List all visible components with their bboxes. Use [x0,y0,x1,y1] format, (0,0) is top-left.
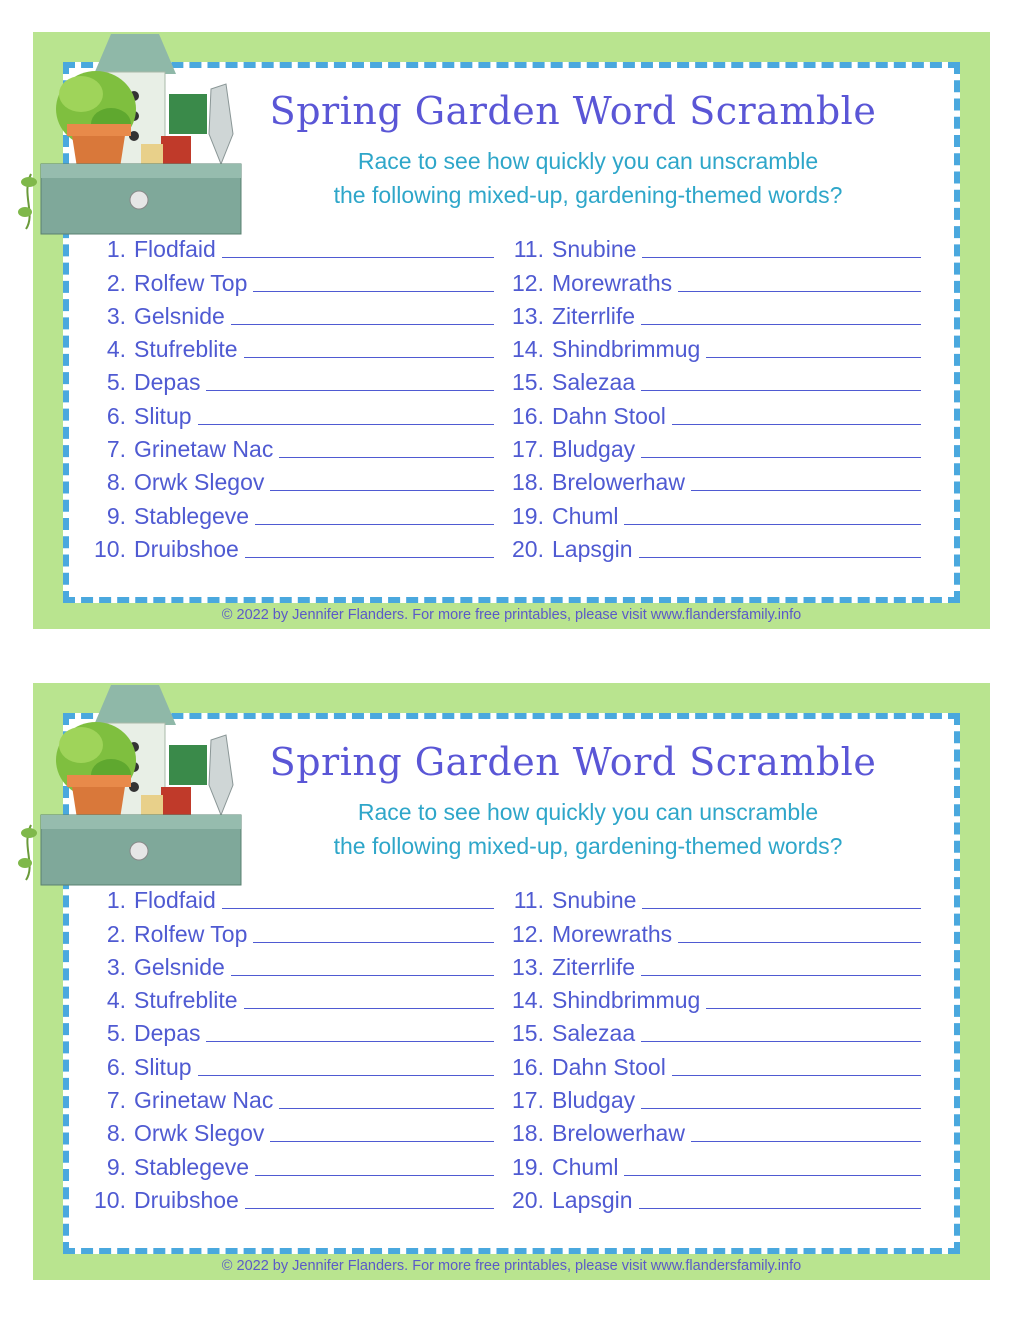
answer-line[interactable] [244,1008,494,1009]
answer-line[interactable] [255,524,494,525]
scrambled-word: Orwk Slegov [134,1120,265,1147]
item-number: 7. [106,1087,126,1114]
word-row [499,396,921,429]
word-row [81,1181,494,1214]
scrambled-word: Lapsgin [552,535,633,562]
item-number: 7. [106,436,126,463]
answer-line[interactable] [706,1008,921,1009]
item-number: 1. [106,236,126,263]
item-number: 5. [106,369,126,396]
answer-line[interactable] [624,524,921,525]
answer-line[interactable] [641,1041,921,1042]
scrambled-word: Grinetaw Nac [134,1087,274,1114]
answer-line[interactable] [691,1141,921,1142]
item-number: 2. [106,269,126,296]
scrambled-word: Snubine [552,887,637,914]
scrambled-word: Chuml [552,1153,619,1180]
item-number: 14. [512,987,544,1014]
word-row [81,1081,494,1114]
item-number: 16. [512,1053,544,1080]
answer-line[interactable] [691,490,921,491]
answer-line[interactable] [222,257,494,258]
answer-line[interactable] [245,557,494,558]
word-row [81,396,494,429]
subtitle-line-1: Race to see how quickly you can unscramble [357,799,819,825]
item-number: 20. [512,1186,544,1213]
item-number: 20. [512,535,544,562]
item-number: 2. [106,920,126,947]
item-number: 15. [512,1020,544,1047]
item-number: 9. [106,1153,126,1180]
scrambled-word: Salezaa [552,1020,636,1047]
word-row [499,363,921,396]
word-row [499,263,921,296]
answer-line[interactable] [198,424,494,425]
answer-line[interactable] [279,457,494,458]
copyright-footer: © 2022 by Jennifer Flanders. For more free printables, please visit www.flandersfamily.info [221,1258,802,1274]
item-number: 8. [106,469,126,496]
word-row [499,981,921,1014]
scrambled-word: Bludgay [552,1087,636,1114]
scrambled-word: Gelsnide [134,302,225,329]
scrambled-word: Orwk Slegov [134,469,265,496]
answer-line[interactable] [279,1108,494,1109]
answer-line[interactable] [198,1075,494,1076]
word-row [499,330,921,363]
answer-line[interactable] [206,390,494,391]
word-row [499,1014,921,1047]
answer-line[interactable] [222,908,494,909]
answer-line[interactable] [642,908,921,909]
item-number: 13. [512,302,544,329]
item-number: 16. [512,402,544,429]
word-row [499,1181,921,1214]
word-row [81,981,494,1014]
worksheet-title: Spring Garden Word Scramble [269,740,877,784]
word-row [499,530,921,563]
answer-line[interactable] [270,490,494,491]
word-row [81,881,494,914]
answer-line[interactable] [253,942,494,943]
item-number: 17. [512,1087,544,1114]
answer-line[interactable] [641,324,921,325]
answer-line[interactable] [270,1141,494,1142]
word-row [81,1114,494,1147]
word-list-left [81,881,494,1214]
answer-line[interactable] [641,1108,921,1109]
answer-line[interactable] [641,390,921,391]
answer-line[interactable] [678,291,921,292]
scrambled-word: Chuml [552,502,619,529]
word-row [81,1047,494,1080]
answer-line[interactable] [678,942,921,943]
item-number: 10. [94,535,126,562]
item-number: 12. [512,920,544,947]
scrambled-word: Morewraths [552,920,673,947]
item-number: 3. [106,302,126,329]
scrambled-word: Rolfew Top [134,269,248,296]
scramble-card-2 [33,683,990,1280]
word-row [81,297,494,330]
scrambled-word: Snubine [552,236,637,263]
word-row [499,1081,921,1114]
word-row [499,230,921,263]
answer-line[interactable] [706,357,921,358]
answer-line[interactable] [639,557,921,558]
word-row [81,430,494,463]
answer-line[interactable] [639,1208,921,1209]
word-row [81,530,494,563]
answer-line[interactable] [245,1208,494,1209]
item-number: 4. [106,336,126,363]
answer-line[interactable] [642,257,921,258]
word-row [499,948,921,981]
scrambled-word: Flodfaid [134,887,216,914]
answer-line[interactable] [255,1175,494,1176]
item-number: 19. [512,502,544,529]
word-row [499,881,921,914]
item-number: 18. [512,1120,544,1147]
worksheet-title: Spring Garden Word Scramble [269,89,877,133]
word-row [81,463,494,496]
word-row [81,948,494,981]
item-number: 6. [106,1053,126,1080]
word-row [81,1014,494,1047]
word-list-right [499,230,921,563]
answer-line[interactable] [641,975,921,976]
scrambled-word: Brelowerhaw [552,469,685,496]
answer-line[interactable] [244,357,494,358]
word-row [499,914,921,947]
scrambled-word: Slitup [134,402,192,429]
scrambled-word: Stufreblite [134,336,238,363]
word-row [499,463,921,496]
item-number: 6. [106,402,126,429]
item-number: 17. [512,436,544,463]
word-row [81,1147,494,1180]
answer-line[interactable] [206,1041,494,1042]
word-row [81,363,494,396]
word-row [81,330,494,363]
word-row [499,1147,921,1180]
item-number: 9. [106,502,126,529]
item-number: 18. [512,469,544,496]
item-number: 1. [106,887,126,914]
item-number: 3. [106,953,126,980]
item-number: 15. [512,369,544,396]
scrambled-word: Bludgay [552,436,636,463]
garden-toolbox-illustration [11,675,243,895]
word-row [81,914,494,947]
answer-line[interactable] [253,291,494,292]
scrambled-word: Slitup [134,1053,192,1080]
word-row [499,1114,921,1147]
scrambled-word: Stablegeve [134,502,250,529]
answer-line[interactable] [672,424,921,425]
scrambled-word: Brelowerhaw [552,1120,685,1147]
answer-line[interactable] [641,457,921,458]
scrambled-word: Stablegeve [134,1153,250,1180]
scrambled-word: Stufreblite [134,987,238,1014]
item-number: 11. [513,887,544,914]
scrambled-word: Druibshoe [134,535,239,562]
item-number: 11. [513,236,544,263]
scrambled-word: Rolfew Top [134,920,248,947]
item-number: 4. [106,987,126,1014]
scrambled-word: Depas [134,1020,201,1047]
scrambled-word: Shindbrimmug [552,987,701,1014]
scrambled-word: Druibshoe [134,1186,239,1213]
word-row [499,1047,921,1080]
word-row [81,230,494,263]
copyright-footer: © 2022 by Jennifer Flanders. For more free printables, please visit www.flandersfamily.info [221,607,802,623]
scrambled-word: Ziterrlife [552,953,636,980]
scrambled-word: Flodfaid [134,236,216,263]
item-number: 5. [106,1020,126,1047]
scrambled-word: Salezaa [552,369,636,396]
scrambled-word: Depas [134,369,201,396]
item-number: 19. [512,1153,544,1180]
scrambled-word: Dahn Stool [552,1053,666,1080]
scrambled-word: Shindbrimmug [552,336,701,363]
item-number: 14. [512,336,544,363]
scramble-card-1 [33,32,990,629]
answer-line[interactable] [624,1175,921,1176]
subtitle-line-2: the following mixed-up, gardening-themed words? [333,833,843,859]
scrambled-word: Grinetaw Nac [134,436,274,463]
word-row [81,496,494,529]
answer-line[interactable] [672,1075,921,1076]
word-row [499,496,921,529]
word-row [499,430,921,463]
subtitle-line-1: Race to see how quickly you can unscramble [357,148,819,174]
scrambled-word: Lapsgin [552,1186,633,1213]
item-number: 8. [106,1120,126,1147]
garden-toolbox-illustration [11,24,243,244]
subtitle-line-2: the following mixed-up, gardening-themed words? [333,182,843,208]
item-number: 12. [512,269,544,296]
word-list-left [81,230,494,563]
scrambled-word: Ziterrlife [552,302,636,329]
scrambled-word: Gelsnide [134,953,225,980]
word-row [81,263,494,296]
item-number: 13. [512,953,544,980]
word-list-right [499,881,921,1214]
answer-line[interactable] [231,324,494,325]
scrambled-word: Morewraths [552,269,673,296]
item-number: 10. [94,1186,126,1213]
answer-line[interactable] [231,975,494,976]
scrambled-word: Dahn Stool [552,402,666,429]
word-row [499,297,921,330]
